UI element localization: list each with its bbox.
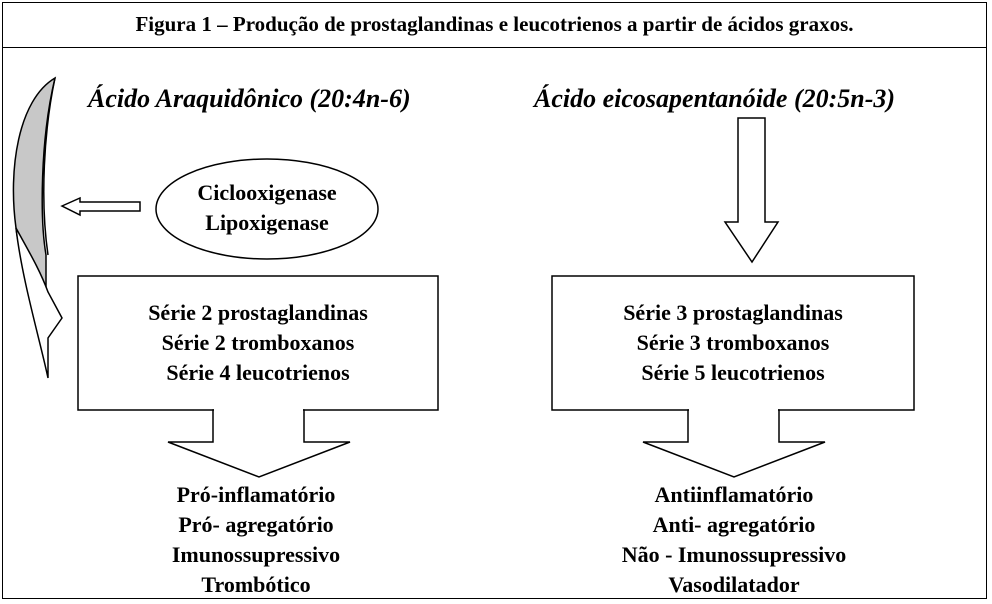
right-products-list xyxy=(552,298,914,388)
left-product-thromboxanes: Série 2 tromboxanos xyxy=(161,330,355,355)
right-effect-4: Vasodilatador xyxy=(668,572,800,597)
right-effect-2: Anti- agregatório xyxy=(652,512,816,537)
right-heading: Ácido eicosapentanóide (20:5n-3) xyxy=(534,84,896,113)
left-effect-2: Pró- agregatório xyxy=(178,512,334,537)
enzyme-lipoxygenase: Lipoxigenase xyxy=(205,210,329,235)
right-down-arrow-icon xyxy=(725,118,778,262)
curved-arrow-icon xyxy=(13,78,62,378)
enzyme-arrow-icon xyxy=(62,198,140,215)
figure-title: Figura 1 – Produção de prostaglandinas e leucotrienos a partir de ácidos graxos. xyxy=(2,2,987,48)
right-product-prostaglandins: Série 3 prostaglandinas xyxy=(623,300,843,325)
right-effects-list xyxy=(584,480,884,600)
left-product-leukotrienes: Série 4 leucotrienos xyxy=(166,360,350,385)
left-effects-list xyxy=(106,480,406,600)
left-effect-3: Imunossupressivo xyxy=(171,542,341,567)
right-product-thromboxanes: Série 3 tromboxanos xyxy=(636,330,830,355)
enzyme-cyclooxygenase: Ciclooxigenase xyxy=(197,180,337,205)
left-effect-1: Pró-inflamatório xyxy=(176,482,336,507)
right-effect-3: Não - Imunossupressivo xyxy=(621,542,847,567)
left-products-list xyxy=(78,298,438,388)
enzyme-list xyxy=(157,178,377,238)
left-effect-4: Trombótico xyxy=(201,572,311,597)
left-heading: Ácido Araquidônico (20:4n-6) xyxy=(88,84,411,113)
right-product-leukotrienes: Série 5 leucotrienos xyxy=(641,360,825,385)
right-effect-1: Antiinflamatório xyxy=(654,482,814,507)
left-product-prostaglandins: Série 2 prostaglandinas xyxy=(148,300,368,325)
